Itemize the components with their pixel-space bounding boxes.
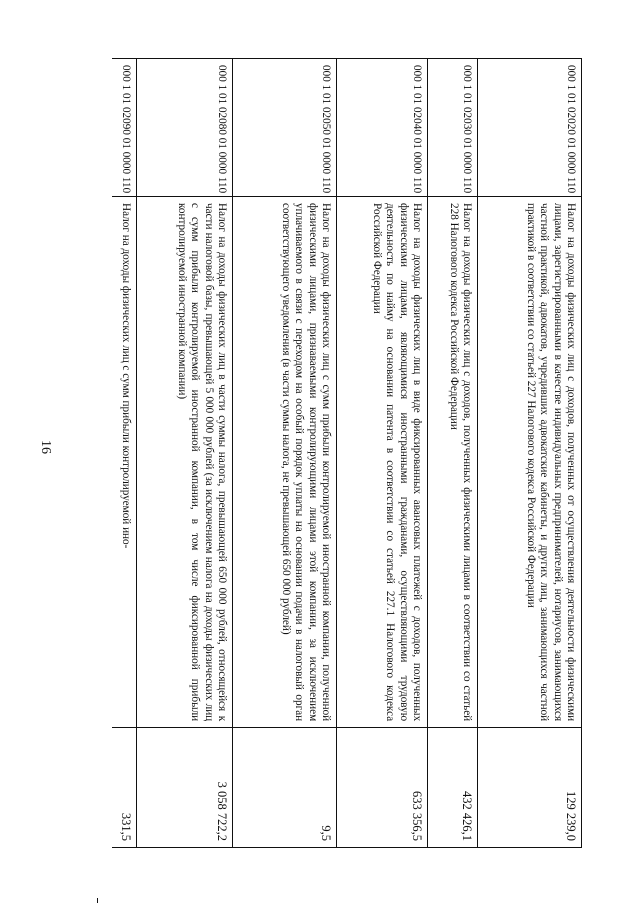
description-cell: Налог на доходы физических лиц в части суммы налога, превышающей 650 000 рублей, относящейся к части налоговой базы, превышающей 5 000 000 рублей (за исключением налога на доходы физических лиц с сумм прибыли контролируемой иностранной компании, в том числе фиксированной прибыли контролируемой иностранной компании) <box>137 197 232 728</box>
table-viewport <box>112 58 582 848</box>
budget-code-cell: 000 1 01 02050 01 0000 110 <box>233 59 336 197</box>
amount-cell: 9,5 <box>233 728 336 848</box>
revenue-table <box>112 58 582 848</box>
amount-cell: 129 239,0 <box>478 728 581 848</box>
description-cell: Налог на доходы физических лиц с сумм прибыли контролируемой ино- <box>112 197 136 728</box>
amount-cell: 331,5 <box>112 728 136 848</box>
table-row <box>336 59 427 848</box>
footer-rule <box>97 898 98 903</box>
description-cell: Налог на доходы физических лиц с доходов, полученных физическими лицами в соответствии со статьей 228 Налогового кодекса Российской Федерации <box>428 197 477 728</box>
description-cell: Налог на доходы физических лиц с доходов, полученных от осуществления деятельности физическими лицами, зарегистрированными в качестве индивидуальных предпринимателей, нотариусов, занимающихся частной практикой, адвокатов, учредивших адвокатские кабинеты, и других лиц, занимающихся частной практикой в соответствии со статьей 227 Налогового кодекса Российской Федерации <box>478 197 581 728</box>
description-cell: Налог на доходы физических лиц с сумм прибыли контролируемой иностранной компании, полученной физическими лицами, признаваемыми контролирующими лицами этой компании, за исключением уплачиваемого в связи с переходом на особый порядок уплаты на основании подачи в налоговый орган соответствующего уведомления (в части суммы налога, не превышающей 650 000 рублей) <box>233 197 336 728</box>
budget-code-cell: 000 1 01 02030 01 0000 110 <box>428 59 477 197</box>
budget-code-cell: 000 1 01 02090 01 0000 110 <box>112 59 136 197</box>
budget-code-cell: 000 1 01 02080 01 0000 110 <box>137 59 232 197</box>
description-cell: Налог на доходы физических лиц в виде фиксированных авансовых платежей с доходов, полученных физическими лицами, являющимися иностранными гражданами, осуществляющими трудовую деятельность по найму на основании патента в соответствии со статьей 227.1 Налогового кодекса Российской Федерации <box>337 197 427 728</box>
table-row <box>112 59 136 848</box>
table-row <box>477 59 581 848</box>
amount-cell: 633 356,5 <box>337 728 427 848</box>
budget-code-cell: 000 1 01 02020 01 0000 110 <box>478 59 581 197</box>
amount-cell: 432 426,1 <box>428 728 477 848</box>
budget-code-cell: 000 1 01 02040 01 0000 110 <box>337 59 427 197</box>
table-row <box>232 59 336 848</box>
table-row <box>427 59 477 848</box>
page-number: 16 <box>38 440 53 454</box>
amount-cell: 3 058 722,2 <box>137 728 232 848</box>
table-row <box>136 59 232 848</box>
